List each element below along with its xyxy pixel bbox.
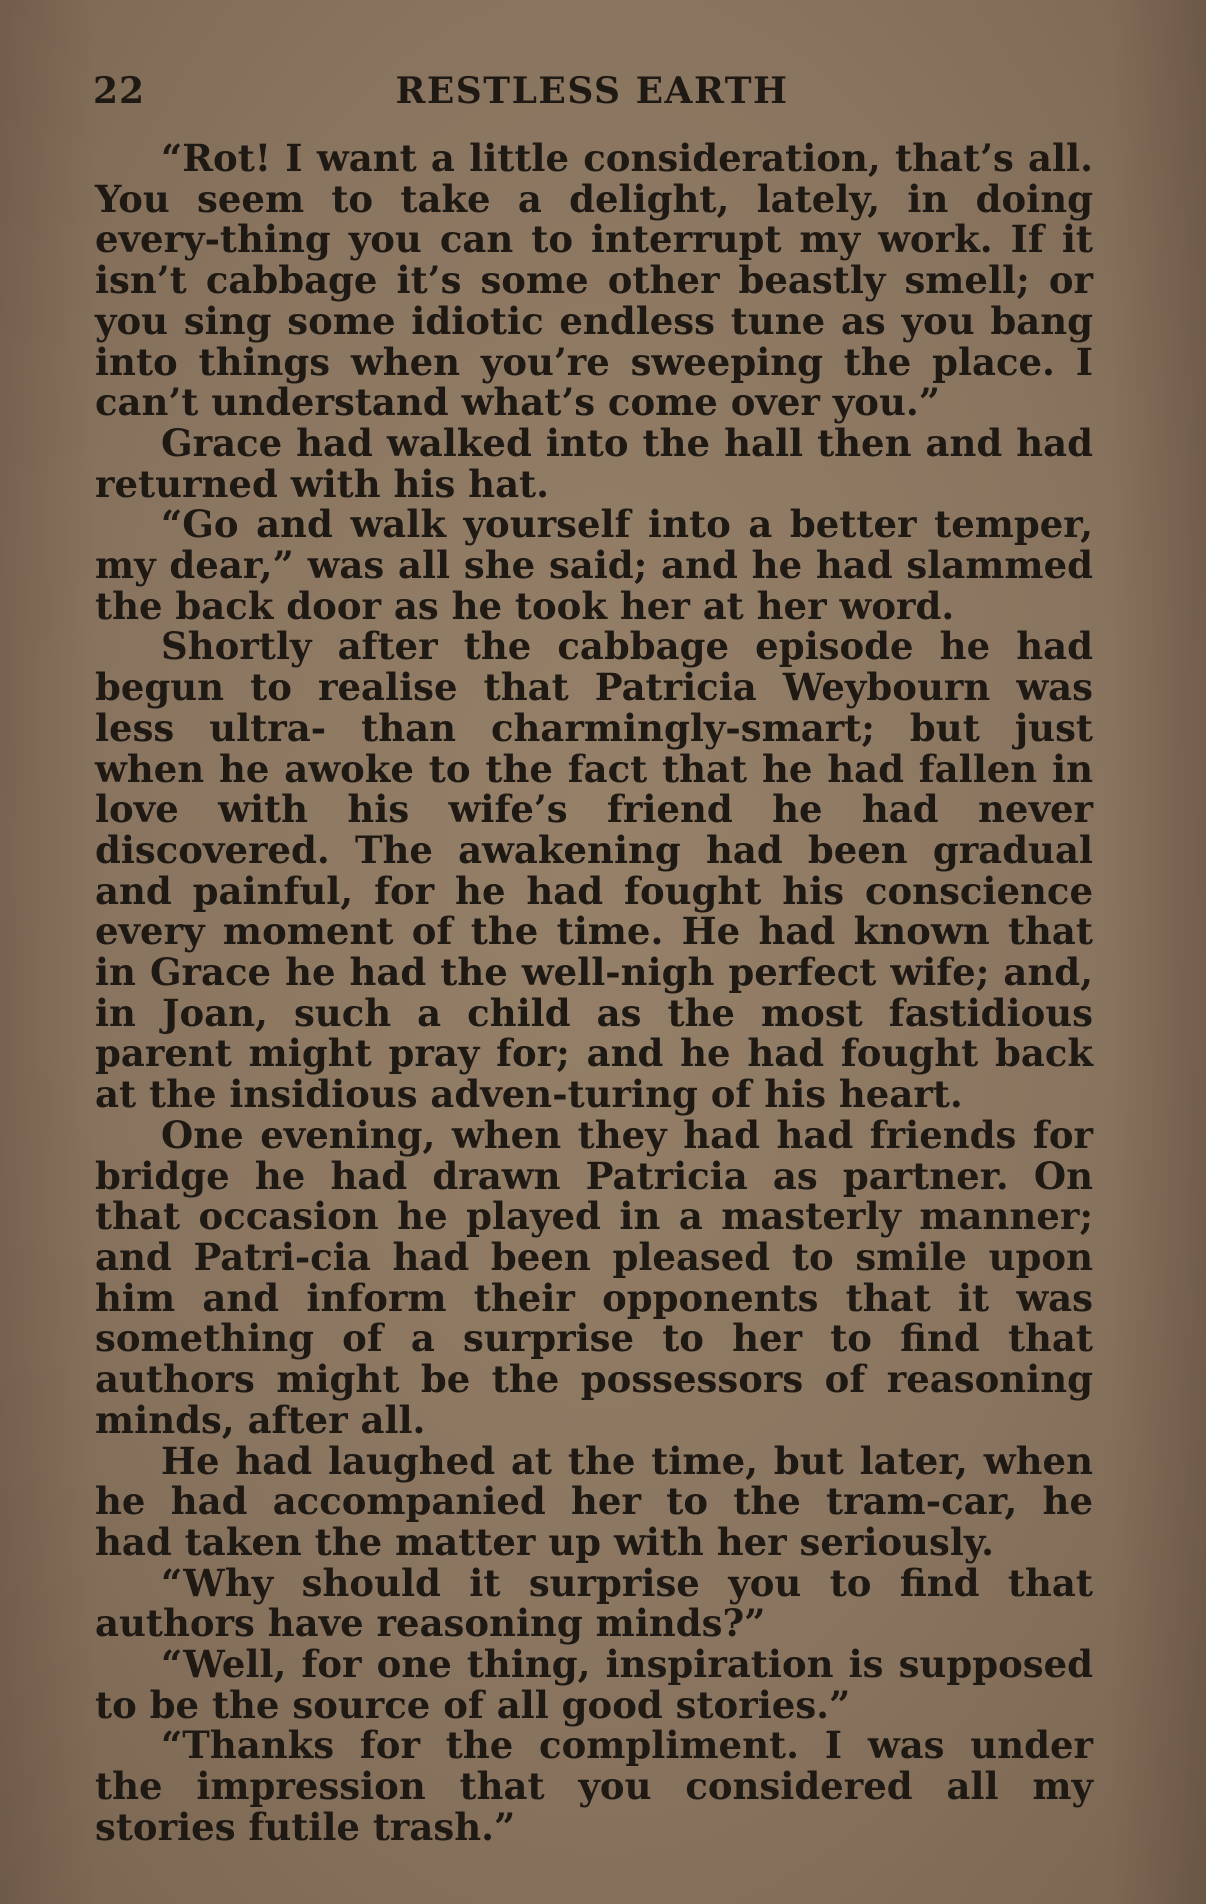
paragraph: Grace had walked into the hall then and had returned with his hat. [95, 420, 1093, 506]
paragraph: “Why should it surprise you to find that authors have reasoning minds?” [95, 1560, 1093, 1646]
running-title: RESTLESS EARTH [395, 70, 789, 112]
paragraph: “Go and walk yourself into a better temper, my dear,” was all she said; and he had slammed the back door as he took her at her word. [95, 502, 1093, 628]
paragraph: “Well, for one thing, inspiration is supposed to be the source of all good stories.” [95, 1642, 1093, 1727]
page-number: 22 [93, 70, 146, 112]
body-text [95, 138, 1093, 1848]
paragraph: “Rot! I want a little consideration, that’s all. You seem to take a delight, lately, in doing every-thing you can to interrupt my work. If it isn’t cabbage it’s some other beastly smell; or you sing some idiotic endless tune as you bang into things when you’re sweeping the place. I can’t understand what’s come over you.” [95, 136, 1093, 425]
paragraph: Shortly after the cabbage episode he had begun to realise that Patricia Weybourn was less ultra- than charmingly-smart; but just when he awoke to the fact that he had fallen in love with his wife’s friend he had never discovered. The awakening had been gradual and painful, for he had fought his conscience every moment of the time. He had known that in Grace he had the well-nigh perfect wife; and, in Joan, such a child as the most fastidious parent might pray for; and he had fought back at the insidious adven-turing of his heart. [95, 624, 1093, 1117]
paragraph: One evening, when they had had friends for bridge he had drawn Patricia as partner. On that occasion he played in a masterly manner; and Patri-cia had been pleased to smile upon him and inform their opponents that it was something of a surprise to her to find that authors might be the possessors of reasoning minds, after all. [95, 1112, 1093, 1442]
paragraph: He had laughed at the time, but later, when he had accompanied her to the tram-car, he had taken the matter up with her seriously. [95, 1438, 1093, 1564]
page-header [93, 70, 1091, 120]
paragraph: “Thanks for the compliment. I was under the impression that you considered all my stories futile trash.” [95, 1723, 1093, 1849]
